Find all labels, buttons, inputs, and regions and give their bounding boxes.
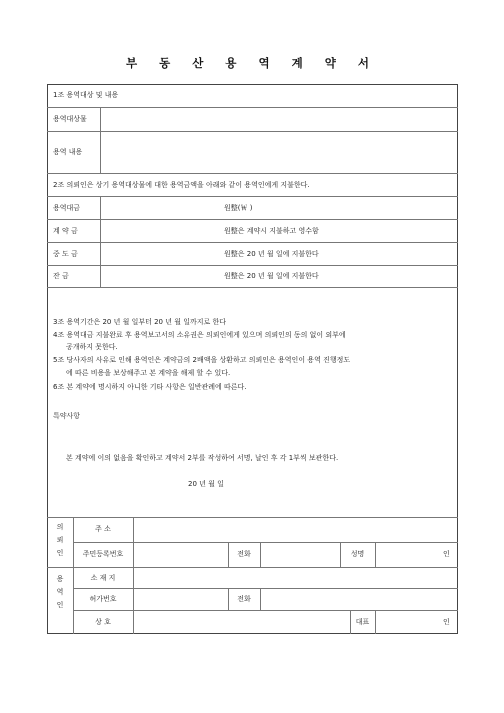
clause-5: 5조 당사자의 사유로 인해 용역인은 계약금의 2배액을 상환하고 의뢰인은 용역인이 용역 진행정도 xyxy=(53,356,351,364)
document-title: 부 동 산 용 역 계 약 서 xyxy=(126,56,378,70)
contractor-phone-label: 전화 xyxy=(237,595,251,603)
payment-row-label: 중 도 금 xyxy=(53,250,78,258)
divider xyxy=(260,542,261,567)
divider xyxy=(260,588,261,610)
divider xyxy=(47,265,458,266)
client-address-label: 주 소 xyxy=(95,525,111,533)
clause-3: 3조 용역기간은 20 년 월 일부터 20 년 월 일까지로 한다 xyxy=(53,318,226,326)
payment-row-value: 원整(￦ ) xyxy=(224,204,253,212)
divider xyxy=(73,588,458,589)
divider xyxy=(100,196,101,287)
client-name-label: 성명 xyxy=(350,550,365,558)
client-phone-label: 전화 xyxy=(237,550,251,558)
divider xyxy=(73,542,458,543)
payment-row-value: 원整은 계약시 지불하고 영수함 xyxy=(224,227,319,235)
contract-date: 20 년 월 일 xyxy=(188,480,224,488)
client-seal-mark: 인 xyxy=(443,550,450,558)
payment-row-label: 계 약 금 xyxy=(53,227,78,235)
divider xyxy=(100,107,101,173)
special-terms-label: 특약사항 xyxy=(53,412,81,420)
section-2-heading: 2조 의뢰인은 상기 용역대상물에 대한 용역금액을 아래와 같이 용역인에게 지불한다. xyxy=(53,181,310,189)
payment-row-value: 원整은 20 년 월 일에 지불한다 xyxy=(224,272,319,280)
divider xyxy=(47,196,458,197)
contractor-seal-mark: 인 xyxy=(443,618,450,626)
divider xyxy=(47,131,458,132)
contractor-side-label: 용역인 xyxy=(56,575,64,609)
divider xyxy=(47,173,458,174)
contractor-rep-label: 대표 xyxy=(355,618,370,626)
divider xyxy=(47,517,458,518)
payment-row-value: 원整은 20 년 월 일에 지불한다 xyxy=(224,250,319,258)
target-label: 용역대상물 xyxy=(53,115,87,123)
divider xyxy=(47,242,458,243)
divider xyxy=(375,542,376,567)
divider xyxy=(47,219,458,220)
divider xyxy=(47,567,458,568)
clause-6: 6조 본 계약에 명시하지 아니한 기타 사항은 일반관례에 따른다. xyxy=(53,383,247,391)
client-side-label: 의뢰인 xyxy=(56,523,64,557)
clause-4-continued: 공개하지 못한다. xyxy=(66,343,118,351)
clause-4: 4조 용역대금 지불완료 후 용역보고서의 소유권은 의뢰인에게 있으며 의뢰인의 동의 없이 외부에 xyxy=(53,331,346,339)
clause-5-continued: 에 따른 비용을 보상해주고 본 계약을 해제 할 수 있다. xyxy=(66,369,231,377)
confirmation-text: 본 계약에 이의 없음을 확인하고 계약서 2부를 작성하여 서명, 날인 후 각 1부씩 보관한다. xyxy=(66,454,339,462)
contractor-company-label: 상 호 xyxy=(95,618,111,626)
divider xyxy=(133,517,134,634)
payment-row-label: 잔 금 xyxy=(53,272,69,280)
payment-row-label: 용역대금 xyxy=(53,204,81,212)
divider xyxy=(375,610,376,634)
section-1-heading: 1조 용역대상 및 내용 xyxy=(53,91,119,99)
divider xyxy=(47,287,458,288)
contractor-license-label: 허가번호 xyxy=(89,595,117,603)
contractor-location-label: 소 재 지 xyxy=(90,574,116,582)
divider xyxy=(47,107,458,108)
client-id-label: 주민등록번호 xyxy=(82,550,124,558)
divider xyxy=(73,610,458,611)
content-label: 용역 내용 xyxy=(53,148,83,156)
